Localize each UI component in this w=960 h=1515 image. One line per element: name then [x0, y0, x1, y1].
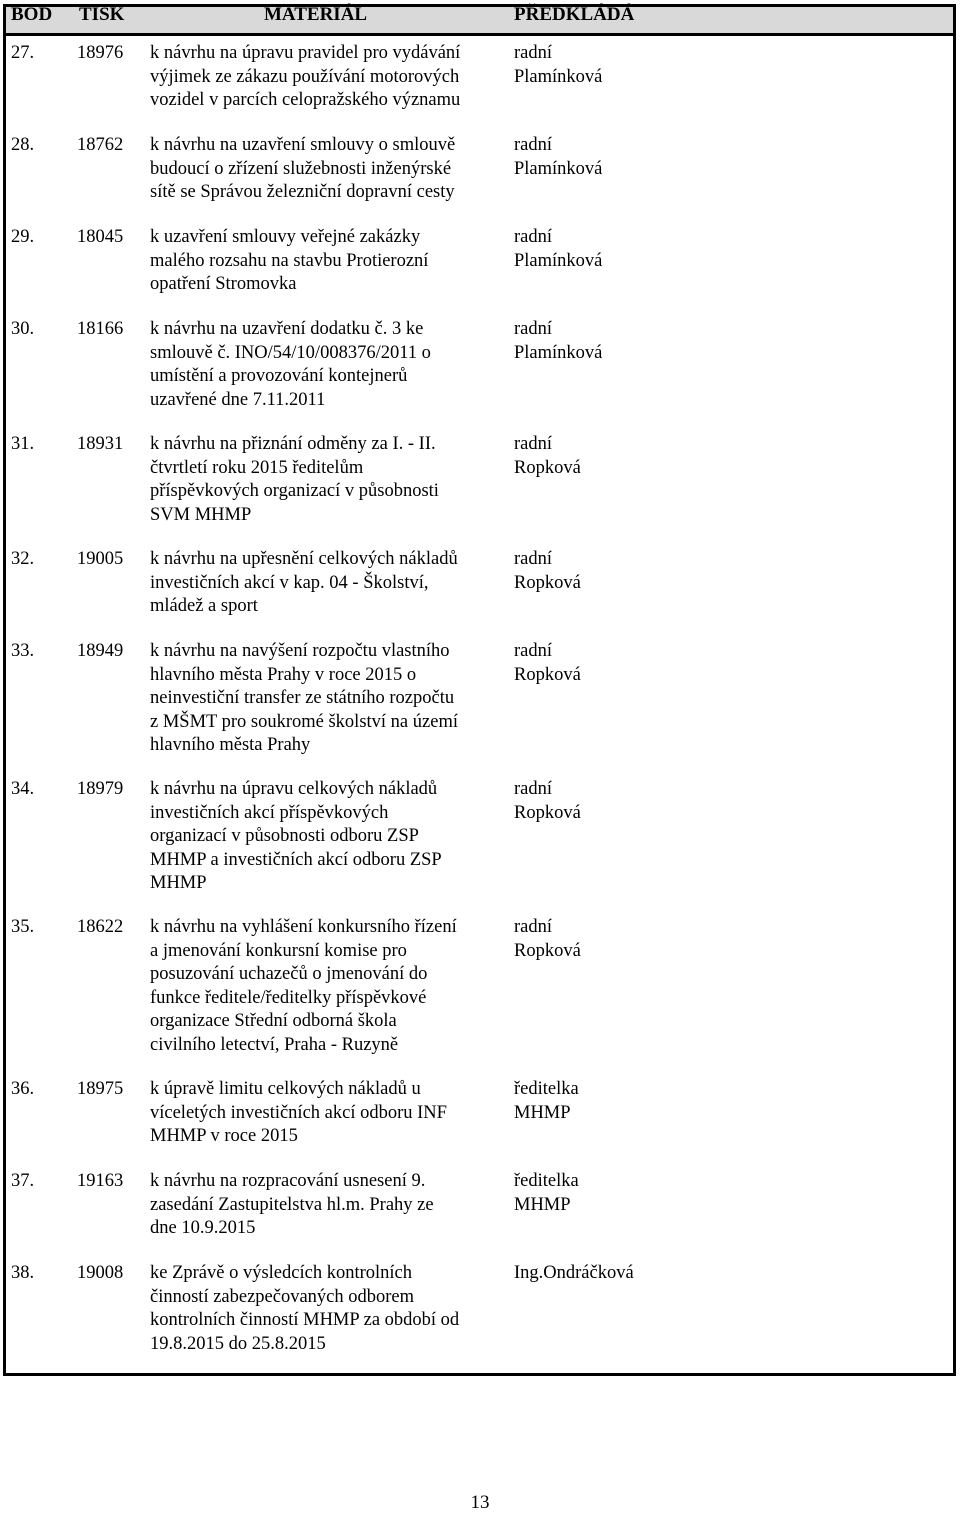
row-material: ke Zprávě o výsledcích kontrolních činností zabezpečovaných odborem kontrolních činností MHMP za období od 19.8.2015 do 25.8.2015	[150, 1263, 460, 1354]
row-predklada: radní Ropková	[514, 434, 581, 478]
row-bod: 34.	[11, 779, 35, 799]
row-bod: 30.	[11, 319, 35, 339]
row-predklada: radní Ropková	[514, 779, 581, 823]
row-material: k návrhu na úpravu pravidel pro vydávání výjimek ze zákazu používání motorových vozidel v parcích celopražského významu	[150, 43, 461, 110]
row-predklada: radní Plamínková	[514, 135, 603, 179]
header-predklada: PŘEDKLÁDÁ	[514, 4, 635, 25]
row-bod: 31.	[11, 434, 35, 454]
row-tisk: 19163	[77, 1171, 124, 1191]
row-material: k návrhu na přiznání odměny za I. - II. čtvrtletí roku 2015 ředitelům příspěvkových organizací v působnosti SVM MHMP	[150, 434, 439, 525]
table-header	[3, 4, 956, 36]
row-bod: 32.	[11, 549, 35, 569]
header-tisk: TISK	[79, 4, 125, 25]
row-bod: 38.	[11, 1263, 35, 1283]
row-tisk: 18979	[77, 779, 124, 799]
row-material: k úpravě limitu celkových nákladů u víceletých investičních akcí odboru INF MHMP v roce 2015	[150, 1079, 447, 1146]
row-predklada: radní Ropková	[514, 641, 581, 685]
row-predklada: radní Plamínková	[514, 319, 603, 363]
row-tisk: 18622	[77, 917, 124, 937]
row-tisk: 18762	[77, 135, 124, 155]
row-bod: 28.	[11, 135, 35, 155]
page-number: 13	[470, 1492, 490, 1513]
row-material: k návrhu na úpravu celkových nákladů investičních akcí příspěvkových organizací v působnosti odboru ZSP MHMP a investičních akcí odboru ZSP MHMP	[150, 779, 442, 893]
row-predklada: radní Ropková	[514, 549, 581, 593]
row-bod: 37.	[11, 1171, 35, 1191]
row-bod: 33.	[11, 641, 35, 661]
row-material: k návrhu na navýšení rozpočtu vlastního hlavního města Prahy v roce 2015 o neinvestiční transfer ze státního rozpočtu z MŠMT pro soukromé školství na území hlavního města Prahy	[150, 641, 458, 755]
row-tisk: 18976	[77, 43, 124, 63]
header-bod: BOD	[11, 4, 53, 25]
row-material: k návrhu na uzavření dodatku č. 3 ke smlouvě č. INO/54/10/008376/2011 o umístění a provozování kontejnerů uzavřené dne 7.11.2011	[150, 319, 431, 410]
row-tisk: 18166	[77, 319, 124, 339]
row-tisk: 18949	[77, 641, 124, 661]
row-bod: 35.	[11, 917, 35, 937]
row-material: k návrhu na vyhlášení konkursního řízení a jmenování konkursní komise pro posuzování uchazečů o jmenování do funkce ředitele/ředitelky příspěvkové organizace Střední odborná škola civilního letectví, Praha - Ruzyně	[150, 917, 457, 1055]
row-material: k návrhu na upřesnění celkových nákladů investičních akcí v kap. 04 - Školství, mládež a sport	[150, 549, 458, 616]
row-material: k návrhu na uzavření smlouvy o smlouvě budoucí o zřízení služebnosti inženýrské sítě se Správou železniční dopravní cesty	[150, 135, 456, 202]
row-material: k uzavření smlouvy veřejné zakázky malého rozsahu na stavbu Protierozní opatření Stromovka	[150, 227, 429, 294]
row-tisk: 18931	[77, 434, 124, 454]
row-predklada: ředitelka MHMP	[514, 1171, 579, 1215]
row-predklada: radní Ropková	[514, 917, 581, 961]
row-predklada: ředitelka MHMP	[514, 1079, 579, 1123]
row-bod: 36.	[11, 1079, 35, 1099]
row-tisk: 19005	[77, 549, 124, 569]
row-tisk: 18975	[77, 1079, 124, 1099]
row-tisk: 19008	[77, 1263, 124, 1283]
row-bod: 27.	[11, 43, 35, 63]
row-predklada: radní Plamínková	[514, 43, 603, 87]
row-predklada: radní Plamínková	[514, 227, 603, 271]
row-tisk: 18045	[77, 227, 124, 247]
row-material: k návrhu na rozpracování usnesení 9. zasedání Zastupitelstva hl.m. Prahy ze dne 10.9.2015	[150, 1171, 434, 1238]
header-material: MATERIÁL	[264, 4, 368, 25]
row-bod: 29.	[11, 227, 35, 247]
row-predklada: Ing.Ondráčková	[514, 1263, 634, 1283]
